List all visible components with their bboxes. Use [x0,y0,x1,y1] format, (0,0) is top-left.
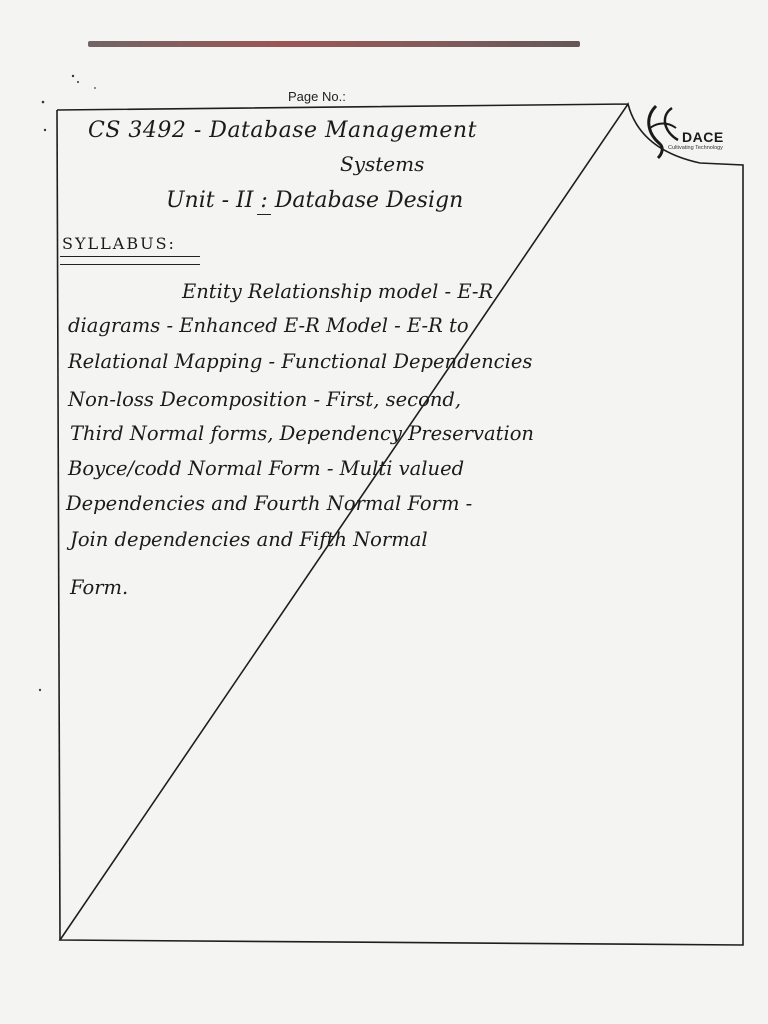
course-title-continued: Systems [340,152,425,176]
syllabus-line: diagrams - Enhanced E-R Model - E-R to [68,314,469,337]
syllabus-heading: SYLLABUS: [62,234,176,253]
page-number-label: Page No.: [288,89,346,104]
unit-number-underline [257,214,271,215]
syllabus-line: Non-loss Decomposition - First, second, [68,388,462,411]
syllabus-line: Dependencies and Fourth Normal Form - [66,492,473,515]
unit-title: Unit - II : Database Design [166,188,464,213]
logo-brand-text: DACE [682,129,724,145]
syllabus-line: Relational Mapping - Functional Dependencies [68,350,533,373]
syllabus-line: Boyce/codd Normal Form - Multi valued [68,457,465,480]
syllabus-double-underline [60,256,200,265]
syllabus-line: Join dependencies and Fifth Normal [70,528,428,551]
logo-tagline: Cultivating Technology [668,145,723,151]
course-title: CS 3492 - Database Management [88,118,477,143]
syllabus-line: Third Normal forms, Dependency Preservation [70,422,534,445]
syllabus-line: Form. [70,576,129,599]
syllabus-line: Entity Relationship model - E-R [182,280,494,303]
